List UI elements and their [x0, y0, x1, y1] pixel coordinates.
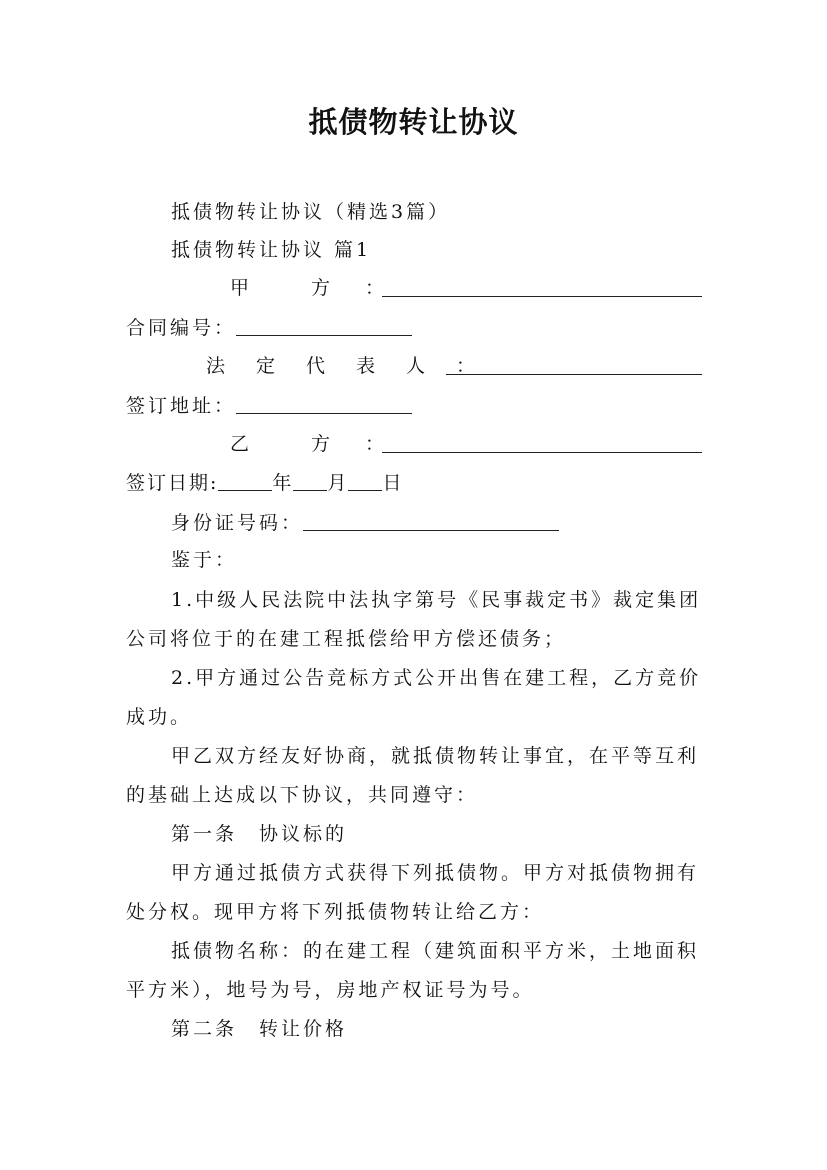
agreement-line1: 甲乙双方经友好协商，就抵债物转让事宜，在平等互利	[171, 745, 700, 767]
month-label: 月	[327, 472, 349, 494]
party-b-label: 乙 方 ：	[230, 433, 393, 455]
item-name-line2: 平方米），地号为号，房地产权证号为号。	[126, 979, 535, 1001]
sign-date	[126, 470, 403, 495]
sign-place-blank[interactable]	[236, 395, 412, 414]
item1-line2: 公司将位于的在建工程抵偿给甲方偿还债务；	[126, 628, 567, 650]
contract-no-blank[interactable]	[236, 317, 412, 336]
agreement-line2: 的基础上达成以下协议，共同遵守：	[126, 784, 479, 806]
party-a-blank[interactable]	[382, 278, 702, 297]
article1-heading: 第一条 协议标的	[171, 823, 348, 845]
item2-line1: 2.甲方通过公告竞标方式公开出售在建工程，乙方竞价	[171, 667, 702, 689]
id-no-label: 身份证号码：	[171, 512, 304, 534]
id-no-blank[interactable]	[303, 512, 559, 531]
section-heading: 抵债物转让协议 篇1	[171, 239, 372, 261]
party-b-blank[interactable]	[382, 434, 702, 453]
item1-line1: 1.中级人民法院中法执字第号《民事裁定书》裁定集团	[171, 589, 702, 611]
year-blank[interactable]	[218, 472, 272, 491]
article2-heading: 第二条 转让价格	[171, 1018, 348, 1040]
sign-place-label	[126, 393, 412, 418]
item2-line2: 成功。	[126, 706, 193, 728]
contract-no-text: 合同编号：	[126, 317, 237, 339]
id-no	[171, 510, 559, 535]
article1-line2: 处分权。现甲方将下列抵债物转让给乙方：	[126, 901, 545, 923]
day-label: 日	[382, 472, 404, 494]
article1-line1: 甲方通过抵债方式获得下列抵债物。甲方对抵债物拥有	[171, 862, 700, 884]
party-a-label: 甲 方 ：	[230, 277, 393, 299]
document-title: 抵债物转让协议	[308, 105, 519, 139]
whereas: 鉴于：	[171, 549, 238, 571]
sign-date-label: 签订日期:	[126, 472, 219, 494]
legal-rep-label: 法 定 代 表 人 ：	[206, 355, 482, 377]
day-blank[interactable]	[348, 472, 382, 491]
subtitle: 抵债物转让协议（精选3篇）	[171, 201, 451, 223]
year-label: 年	[272, 472, 294, 494]
contract-no-label	[126, 315, 412, 340]
legal-rep-blank[interactable]	[446, 356, 702, 375]
sign-place-text: 签订地址：	[126, 395, 237, 417]
item-name-line1: 抵债物名称：的在建工程（建筑面积平方米，土地面积	[171, 940, 700, 962]
month-blank[interactable]	[293, 472, 327, 491]
